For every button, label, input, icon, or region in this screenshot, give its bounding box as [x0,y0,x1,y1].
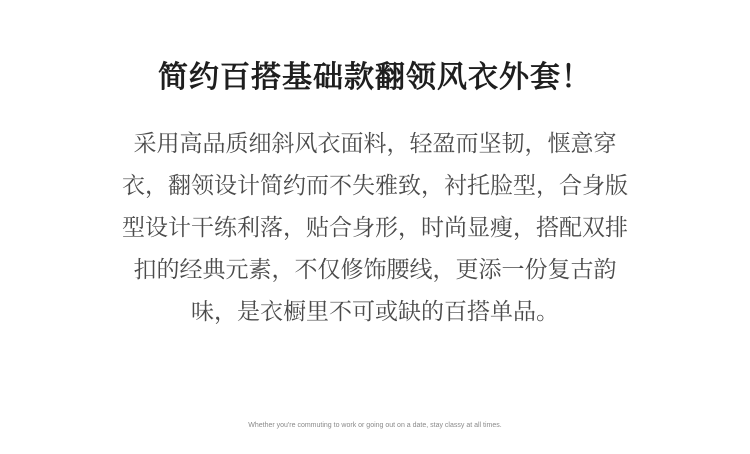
description-line: 衣，翻领设计简约而不失雅致，衬托脸型，合身版 [122,173,628,199]
description-line: 扣的经典元素，不仅修饰腰线，更添一份复古韵 [133,257,617,283]
description-line: 味，是衣橱里不可或缺的百搭单品。 [191,299,559,325]
description-line: 采用高品质细斜风衣面料，轻盈而坚韧，惬意穿 [133,131,617,157]
description-paragraph [95,123,655,333]
footer-note: Whether you're commuting to work or going out on a date, stay classy at all times. [248,422,502,429]
description-line: 型设计干练利落，贴合身形，时尚显瘦，搭配双排 [122,215,628,241]
headline: 简约百搭基础款翻领风衣外套！ [158,60,592,95]
